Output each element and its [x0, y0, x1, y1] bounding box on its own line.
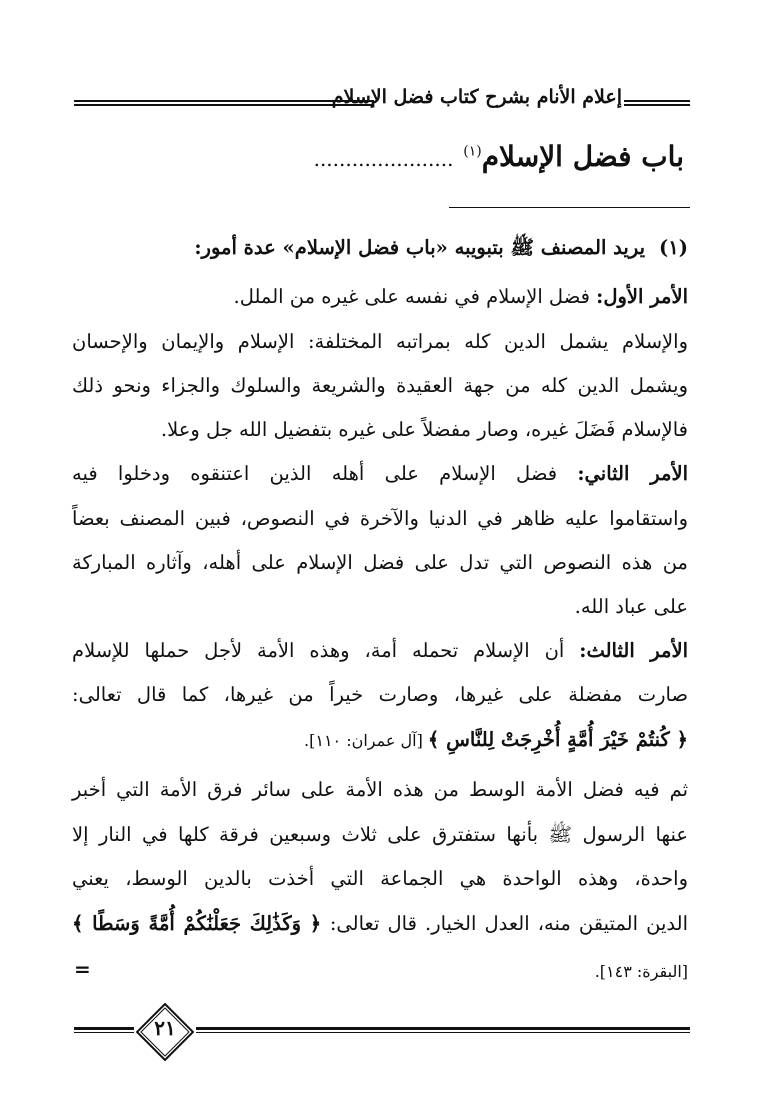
- footnote-line: ثم فيه فضل الأمة الوسط من هذه الأمة على سائر فرق الأمة التي أخبر: [72, 778, 688, 801]
- footnote-line: الأمر الثاني: فضل الإسلام على أهله الذين اعتنقوه ودخلوا فيه: [72, 462, 688, 485]
- running-header: إعلام الأنام بشرح كتاب فضل الإسلام: [331, 86, 622, 108]
- footnote-line: من هذه النصوص التي تدل على فضل الإسلام على أهله، وآثاره المباركة: [72, 551, 688, 574]
- page-number: ٢١: [154, 1016, 176, 1040]
- verse-reference: [آل عمران: ١١٠].: [304, 731, 428, 750]
- footnote-separator: [449, 207, 690, 208]
- footnote-number: (١): [659, 236, 688, 259]
- point-heading: الأمر الأول:: [596, 285, 688, 308]
- footnote-line: على عباد الله.: [574, 595, 688, 618]
- footnote-line: الأمر الأول: فضل الإسلام في نفسه على غيره من الملل.: [233, 285, 688, 308]
- chapter-leader-dots: ......................: [313, 147, 454, 171]
- point-heading: الأمر الثاني:: [577, 462, 688, 485]
- chapter-title: باب فضل الإسلام: [481, 140, 684, 173]
- footnote-line: [72, 725, 688, 756]
- point-heading: الأمر الثالث:: [579, 639, 688, 662]
- header-rule-left: [74, 100, 374, 106]
- footer-rule-right: [196, 1027, 690, 1033]
- footnote-line: فالإسلام فَضَلَ غيره، وصار مفضلاً على غيره بتفضيل الله جل وعلا.: [160, 418, 688, 441]
- footnote-line: عنها الرسول ﷺ بأنها ستفترق على ثلاث وسبعين فرقة كلها في النار إلا: [72, 823, 688, 846]
- footnote-line: واستقاموا عليه ظاهر في الدنيا والآخرة في النصوص، فبين المصنف بعضاً: [72, 507, 688, 530]
- footnote-line: صارت مفضلة على غيرها، وصارت خيراً من غيرها، كما قال تعالى:: [72, 683, 688, 706]
- quran-verse: ﴿ كُنتُمْ خَيْرَ أُمَّةٍ أُخْرِجَتْ لِلنَّاسِ ﴾: [427, 728, 688, 751]
- footnote-line: ويشمل الدين كله من جهة العقيدة والشريعة والسلوك والجزاء ونحو ذلك: [72, 374, 688, 397]
- footnote-line: (١)يريد المصنف ﷺ بتبويبه «باب فضل الإسلام» عدة أمور:: [194, 236, 688, 259]
- footer-rule-left: [74, 1027, 134, 1033]
- continuation-mark: =: [74, 957, 91, 981]
- quran-verse: ﴿ وَكَذَٰلِكَ جَعَلْنَٰكُمْ أُمَّةً وَسَطًا ﴾: [72, 912, 330, 935]
- header-rule-right: [624, 100, 690, 106]
- footnote-marker: (١): [463, 143, 482, 160]
- footnote-line: الدين المتيقن منه، العدل الخيار. قال تعالى: ﴿ وَكَذَٰلِكَ جَعَلْنَٰكُمْ أُمَّةً وَسَطًا ﴾: [72, 912, 688, 935]
- verse-reference: [البقرة: ١٤٣].: [594, 962, 688, 981]
- footnote-line: والإسلام يشمل الدين كله بمراتبه المختلفة: الإسلام والإيمان والإحسان: [72, 330, 688, 353]
- chapter-heading: [314, 140, 684, 173]
- footnote-line: الأمر الثالث: أن الإسلام تحمله أمة، وهذه الأمة لأجل حملها للإسلام: [72, 639, 688, 662]
- footnote-line: [72, 956, 688, 987]
- footnote-line: واحدة، وهذه الواحدة هي الجماعة التي أخذت بالدين الوسط، يعني: [72, 867, 688, 890]
